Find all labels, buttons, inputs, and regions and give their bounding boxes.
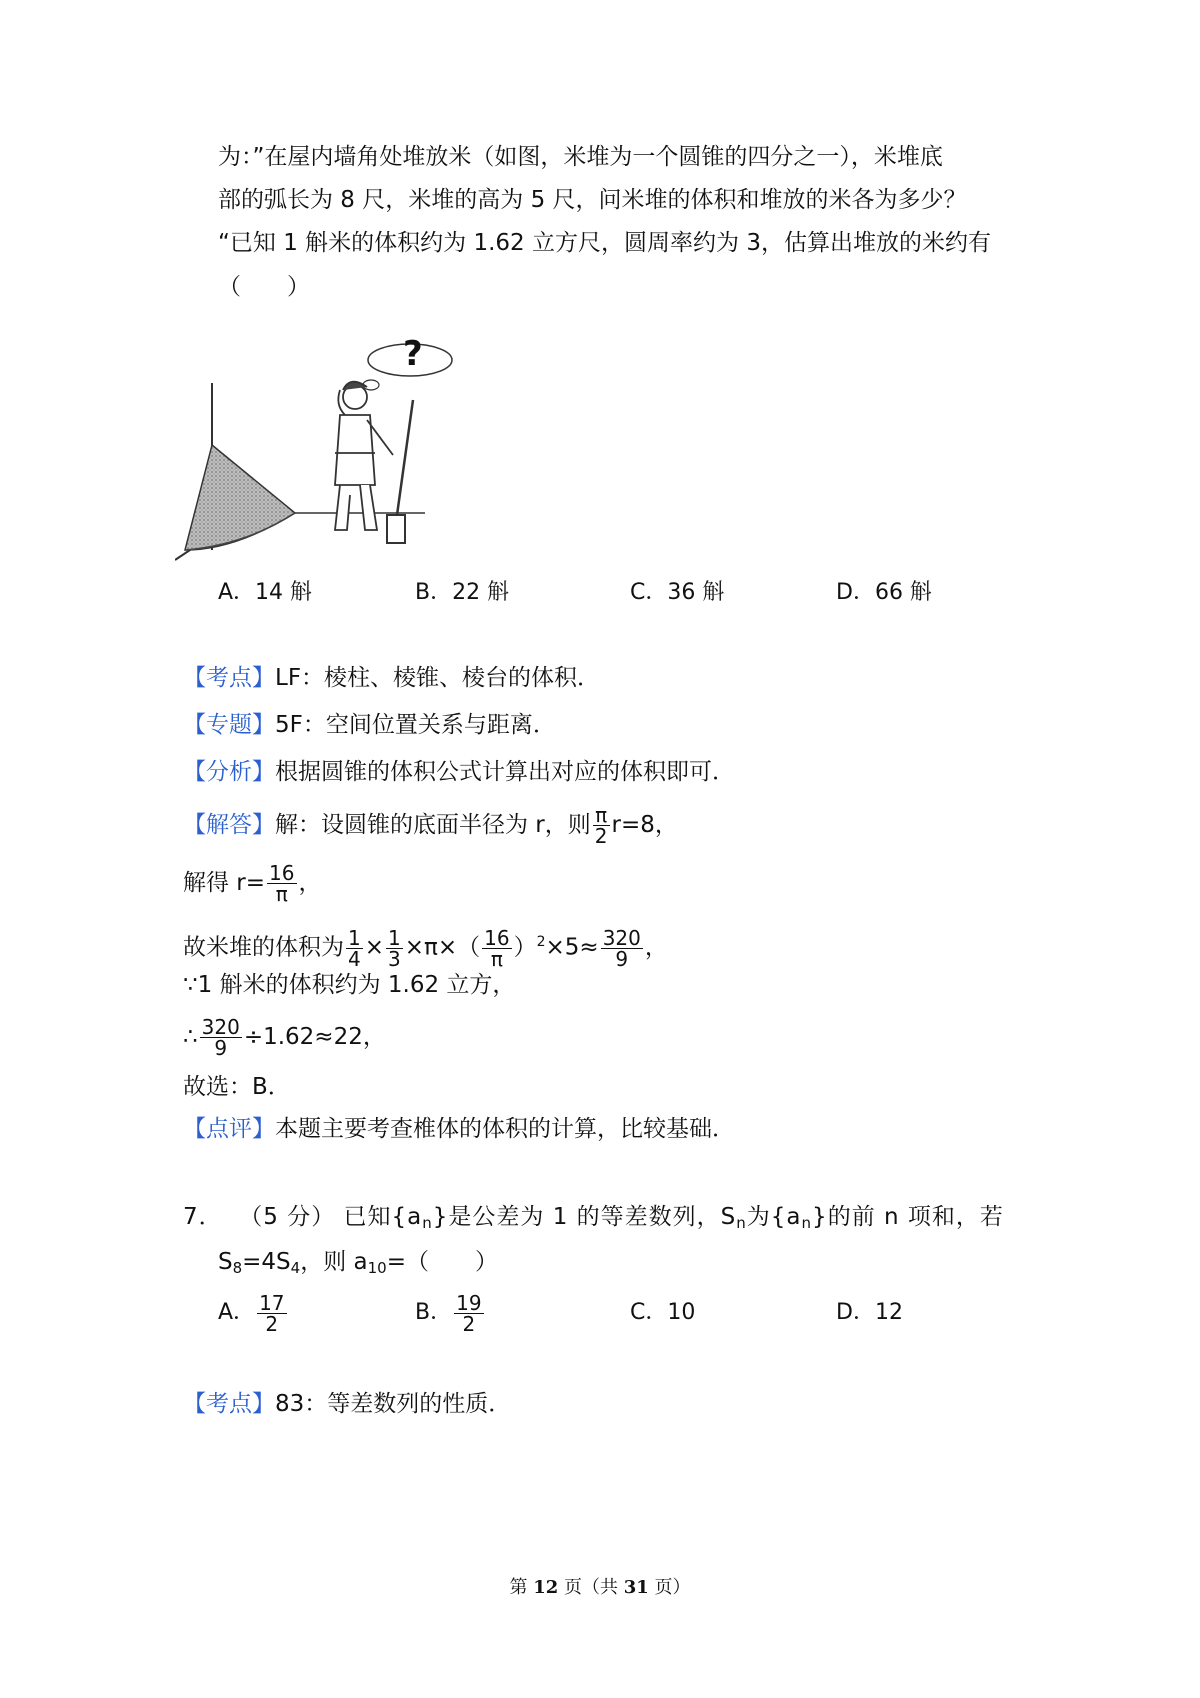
dianping-text: 本题主要考查椎体的体积的计算，比较基础． bbox=[275, 1116, 735, 1142]
p6-option-c: C．36 斛 bbox=[630, 580, 725, 605]
rice-pile-cone bbox=[185, 445, 295, 550]
p7-seq-close: } bbox=[432, 1204, 449, 1230]
p7-seq-close-2: } bbox=[812, 1204, 828, 1230]
step1-tail: ， bbox=[298, 870, 322, 896]
problem7-number: 7． bbox=[183, 1204, 223, 1230]
dianping-tag: 【点评】 bbox=[183, 1116, 275, 1142]
kaodian-tag: 【考点】 bbox=[183, 665, 275, 691]
page-footer bbox=[0, 1573, 1200, 1599]
square-exponent: 2 bbox=[536, 934, 546, 950]
p6-dianping bbox=[183, 1114, 735, 1144]
times-sign: × bbox=[364, 934, 385, 961]
jieda-tag: 【解答】 bbox=[183, 812, 275, 838]
p6-zhuanti bbox=[183, 710, 556, 740]
p7-text-2: 是公差为 1 的等差数列，S bbox=[448, 1204, 737, 1230]
p6-option-d: D．66 斛 bbox=[836, 580, 932, 605]
step2-close-paren: ） bbox=[513, 934, 537, 961]
p7-option-b-label: B． bbox=[415, 1300, 453, 1325]
p7-sub-n-3: n bbox=[801, 1214, 813, 1232]
page-number: 12 bbox=[533, 1577, 559, 1598]
p7-option-a-label: A． bbox=[218, 1300, 256, 1325]
p6-step2 bbox=[183, 917, 668, 973]
p7-kaodian bbox=[183, 1389, 511, 1419]
problem6-line3: “已知 1 斛米的体积约为 1.62 立方尺，圆周率约为 3，估算出堆放的米约有 bbox=[218, 230, 991, 256]
fraction-19-over-2: $\frac{19}{2}$ bbox=[456, 1290, 482, 1336]
p7-seq-open: {a bbox=[391, 1204, 423, 1230]
fraction-1-over-4: $\frac{1}{4}$ bbox=[348, 925, 361, 971]
p6-step1 bbox=[183, 858, 322, 908]
p6-step3: ∵1 斛米的体积约为 1.62 立方， bbox=[183, 972, 516, 998]
therefore-sign: ∴ bbox=[183, 1024, 198, 1050]
rice-pile-illustration bbox=[175, 335, 475, 607]
fraction-16-over-pi-2: $\frac{16}{\pi}$ bbox=[484, 925, 510, 971]
p7-s: S bbox=[218, 1249, 233, 1275]
problem6-line1: 为：”在屋内墙角处堆放米（如图，米堆为一个圆锥的四分之一），米堆底 bbox=[218, 144, 943, 170]
step2-text: 故米堆的体积为 bbox=[183, 934, 344, 961]
p6-fenxi bbox=[183, 757, 735, 787]
fenxi-tag: 【分析】 bbox=[183, 759, 275, 785]
p7-seq-open-2: {a bbox=[770, 1204, 802, 1230]
p6-option-b: B．22 斛 bbox=[415, 580, 510, 605]
p6-kaodian bbox=[183, 663, 600, 693]
footer-mid: 页（共 bbox=[558, 1577, 624, 1598]
fraction-320-over-9: $\frac{320}{9}$ bbox=[602, 925, 641, 971]
p6-jieda bbox=[183, 800, 678, 850]
zhuanti-tag: 【专题】 bbox=[183, 712, 275, 738]
p7-text-3: 为 bbox=[746, 1204, 771, 1230]
zhuanti-text: 5F：空间位置关系与距离． bbox=[275, 712, 556, 738]
jieda-text: 解：设圆锥的底面半径为 r，则 bbox=[275, 812, 591, 838]
p7-sub-n-2: n bbox=[736, 1214, 747, 1232]
fraction-pi-over-2: $\frac{\pi}{2}$ bbox=[594, 803, 608, 848]
p7-s-sub-8: 8 bbox=[232, 1259, 243, 1277]
fenxi-text: 根据圆锥的体积公式计算出对应的体积即可． bbox=[275, 759, 735, 785]
kaodian-text: LF：棱柱、棱锥、棱台的体积． bbox=[275, 665, 601, 691]
step2-tail: ， bbox=[644, 934, 668, 961]
problem7-line2 bbox=[218, 1247, 498, 1283]
p6-step5: 故选：B． bbox=[183, 1074, 291, 1100]
problem6-answer-blank: （ ） bbox=[218, 274, 310, 300]
person-figure bbox=[335, 382, 393, 530]
step2-after: ×5≈ bbox=[545, 934, 599, 961]
p7-text-4: 的前 n 项和，若 bbox=[827, 1204, 1004, 1230]
p7-a-sub-10: 10 bbox=[367, 1259, 387, 1277]
fraction-320-over-9-b: $\frac{320}{9}$ bbox=[201, 1015, 240, 1060]
page-total: 31 bbox=[623, 1577, 649, 1598]
p6-step4 bbox=[183, 1012, 386, 1062]
p6-option-a: A．14 斛 bbox=[218, 580, 313, 605]
shovel-blade bbox=[387, 515, 405, 543]
p7-s-sub-4: 4 bbox=[290, 1259, 301, 1277]
p7-then: ，则 a bbox=[300, 1249, 368, 1275]
problem7-line1 bbox=[183, 1202, 1004, 1238]
footer-pre: 第 bbox=[509, 1577, 534, 1598]
rice-pile-figure bbox=[175, 335, 475, 607]
p7-sub-n: n bbox=[422, 1214, 433, 1232]
p7-option-b bbox=[415, 1288, 486, 1338]
shovel-handle bbox=[397, 400, 413, 515]
p7-kaodian-tag: 【考点】 bbox=[183, 1391, 275, 1417]
fraction-16-over-pi: $\frac{16}{\pi}$ bbox=[269, 861, 295, 906]
fraction-17-over-2: $\frac{17}{2}$ bbox=[259, 1290, 285, 1336]
p7-option-a bbox=[218, 1288, 289, 1338]
p7-option-d: D．12 bbox=[836, 1300, 903, 1325]
p7-option-c: C．10 bbox=[630, 1300, 696, 1325]
footer-post: 页） bbox=[648, 1577, 691, 1598]
fraction-1-over-3: $\frac{1}{3}$ bbox=[388, 925, 401, 971]
p7-eq: =4S bbox=[242, 1249, 291, 1275]
problem6-line2: 部的弧长为 8 尺，米堆的高为 5 尺，问米堆的体积和堆放的米各为多少？ bbox=[218, 187, 967, 213]
p7-kaodian-text: 83：等差数列的性质． bbox=[275, 1391, 512, 1417]
jieda-tail: r=8， bbox=[611, 812, 678, 838]
step2-mid: ×π×（ bbox=[404, 934, 481, 961]
step4-tail: ÷1.62≈22， bbox=[243, 1024, 386, 1050]
step1-text: 解得 r= bbox=[183, 870, 266, 896]
problem7-score: （5 分） bbox=[239, 1204, 336, 1230]
question-mark-icon: ? bbox=[403, 335, 423, 374]
p7-answer-blank: =（ ） bbox=[386, 1249, 498, 1275]
p7-text-1: 已知 bbox=[343, 1204, 392, 1230]
